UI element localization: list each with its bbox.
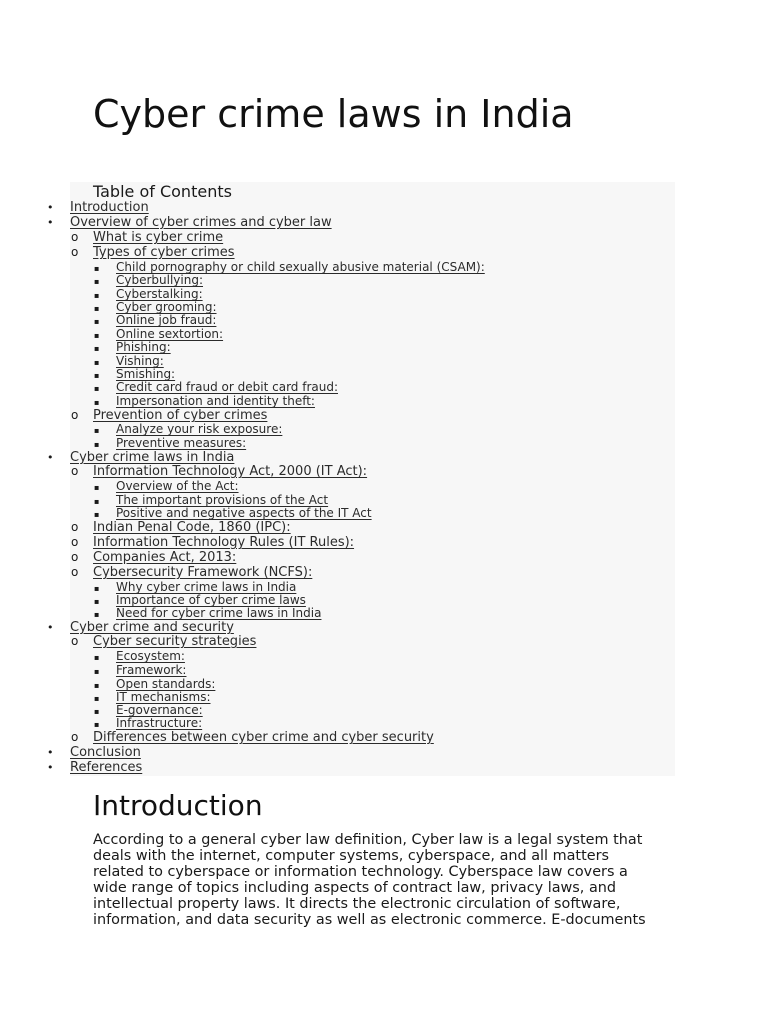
toc-bullet: ▪ [94, 304, 100, 313]
toc-item-level3 [94, 367, 176, 381]
toc-bullet: ▪ [94, 681, 100, 690]
toc-item-level2 [71, 408, 268, 423]
toc-bullet: ▪ [94, 497, 100, 506]
toc-item-level3 [94, 663, 187, 677]
toc-item-level3 [94, 394, 315, 408]
toc-link[interactable]: Cyber crime and security [70, 620, 234, 635]
toc-link[interactable]: Cyber grooming: [116, 300, 217, 314]
toc-bullet: o [71, 520, 79, 534]
toc-item-level2 [71, 634, 257, 649]
toc-bullet: o [71, 408, 79, 422]
paragraph-line: related to cyberspace or information technology. Cyberspace law covers a [93, 864, 628, 880]
toc-bullet: ▪ [94, 398, 100, 407]
toc-link[interactable]: The important provisions of the Act [116, 493, 329, 507]
toc-item-level3 [94, 422, 283, 436]
toc-item-level2 [71, 550, 237, 565]
toc-bullet: ▪ [94, 610, 100, 619]
toc-bullet: o [71, 535, 79, 549]
toc-item-level3 [94, 649, 185, 663]
toc-item-level3 [94, 273, 204, 287]
toc-item-level2 [71, 464, 368, 479]
toc-link[interactable]: Importance of cyber crime laws [116, 593, 306, 607]
paragraph-line: intellectual property laws. It directs the electronic circulation of software, [93, 896, 621, 912]
toc-item-level3 [94, 354, 164, 368]
toc-link[interactable]: Ecosystem: [116, 649, 185, 663]
toc-bullet: ▪ [94, 331, 100, 340]
toc-link[interactable]: Preventive measures: [116, 436, 247, 450]
toc-link[interactable]: Information Technology Rules (IT Rules): [93, 535, 355, 550]
toc-link[interactable]: Information Technology Act, 2000 (IT Act): [93, 464, 368, 479]
toc-bullet: ▪ [94, 584, 100, 593]
toc-item-level3 [94, 479, 239, 493]
toc-item-level1 [47, 620, 234, 635]
toc-bullet: ▪ [94, 384, 100, 393]
toc-bullet: • [47, 201, 54, 214]
toc-link[interactable]: Overview of the Act: [116, 479, 239, 493]
toc-item-level3 [94, 287, 203, 301]
toc-item-level3 [94, 506, 372, 520]
toc-bullet: • [47, 451, 54, 464]
toc-item-level3 [94, 606, 322, 620]
paragraph-line: wide range of topics including aspects of contract law, privacy laws, and [93, 880, 617, 896]
toc-link[interactable]: Impersonation and identity theft: [116, 394, 315, 408]
toc-item-level3 [94, 340, 171, 354]
toc-item-level3 [94, 380, 338, 394]
toc-bullet: o [71, 245, 79, 259]
toc-link[interactable]: Open standards: [116, 677, 216, 691]
toc-link[interactable]: Framework: [116, 663, 187, 677]
toc-heading: Table of Contents [93, 182, 232, 201]
toc-item-level3 [94, 703, 203, 717]
paragraph-line: information, and data security as well as electronic commerce. E-documents [93, 912, 646, 928]
toc-bullet: o [71, 550, 79, 564]
paragraph-line: According to a general cyber law definition, Cyber law is a legal system that [93, 832, 643, 848]
toc-bullet: o [71, 565, 79, 579]
toc-bullet: ▪ [94, 371, 100, 380]
toc-item-level2 [71, 565, 313, 580]
toc-link[interactable]: Cyberstalking: [116, 287, 203, 301]
toc-bullet: ▪ [94, 653, 100, 662]
toc-link[interactable]: Infrastructure: [116, 716, 203, 730]
toc-item-level3 [94, 677, 216, 691]
toc-link[interactable]: Cyberbullying: [116, 273, 204, 287]
introduction-heading: Introduction [93, 789, 263, 822]
toc-bullet: o [71, 634, 79, 648]
toc-bullet: ▪ [94, 707, 100, 716]
toc-link[interactable]: Child pornography or child sexually abusive material (CSAM): [116, 260, 485, 274]
toc-link[interactable]: What is cyber crime [93, 230, 224, 245]
toc-item-level3 [94, 436, 247, 450]
toc-bullet: • [47, 621, 54, 634]
toc-link[interactable]: Phishing: [116, 340, 171, 354]
toc-bullet: o [71, 230, 79, 244]
toc-item-level2 [71, 535, 355, 550]
toc-item-level3 [94, 580, 297, 594]
toc-bullet: ▪ [94, 277, 100, 286]
toc-link[interactable]: Indian Penal Code, 1860 (IPC): [93, 520, 291, 535]
toc-link[interactable]: Prevention of cyber crimes [93, 408, 268, 423]
toc-item-level2 [71, 520, 291, 535]
toc-item-level3 [94, 300, 217, 314]
toc-bullet: ▪ [94, 344, 100, 353]
toc-bullet: ▪ [94, 426, 100, 435]
toc-bullet: ▪ [94, 358, 100, 367]
toc-link[interactable]: Online job fraud: [116, 313, 217, 327]
toc-item-level3 [94, 493, 329, 507]
toc-link[interactable]: Analyze your risk exposure: [116, 422, 283, 436]
toc-bullet: o [71, 464, 79, 478]
toc-item-level1 [47, 215, 332, 230]
toc-link[interactable]: Companies Act, 2013: [93, 550, 237, 565]
toc-bullet: o [71, 730, 79, 744]
toc-link[interactable]: Credit card fraud or debit card fraud: [116, 380, 338, 394]
toc-link[interactable]: References [70, 760, 143, 775]
toc-bullet: ▪ [94, 264, 100, 273]
toc-item-level1 [47, 760, 143, 775]
toc-bullet: ▪ [94, 291, 100, 300]
toc-link[interactable]: Types of cyber crimes [93, 245, 235, 260]
toc-link[interactable]: Vishing: [116, 354, 164, 368]
toc-item-level2 [71, 245, 235, 260]
toc-bullet: ▪ [94, 720, 100, 729]
toc-bullet: ▪ [94, 317, 100, 326]
toc-link[interactable]: Conclusion [70, 745, 141, 760]
toc-item-level3 [94, 313, 217, 327]
toc-link[interactable]: Cyber security strategies [93, 634, 257, 649]
toc-bullet: • [47, 746, 54, 759]
toc-link[interactable]: Online sextortion: [116, 327, 224, 341]
toc-bullet: • [47, 216, 54, 229]
toc-item-level1 [47, 450, 235, 465]
toc-link[interactable]: IT mechanisms: [116, 690, 211, 704]
toc-link[interactable]: Need for cyber crime laws in India [116, 606, 322, 620]
toc-link[interactable]: Positive and negative aspects of the IT Act [116, 506, 372, 520]
toc-item-level1 [47, 745, 141, 760]
toc-item-level3 [94, 260, 485, 274]
toc-link[interactable]: Why cyber crime laws in India [116, 580, 297, 594]
introduction-paragraph [93, 832, 673, 928]
toc-link[interactable]: Overview of cyber crimes and cyber law [70, 215, 332, 230]
toc-link[interactable]: Introduction [70, 200, 149, 215]
toc-link[interactable]: Differences between cyber crime and cyber security [93, 730, 434, 745]
toc-bullet: ▪ [94, 597, 100, 606]
toc-link[interactable]: Smishing: [116, 367, 176, 381]
toc-bullet: ▪ [94, 667, 100, 676]
toc-item-level3 [94, 593, 306, 607]
toc-bullet: ▪ [94, 510, 100, 519]
toc-item-level2 [71, 730, 434, 745]
paragraph-line: deals with the internet, computer systems, cyberspace, and all matters [93, 848, 609, 864]
toc-bullet: • [47, 761, 54, 774]
toc-link[interactable]: E-governance: [116, 703, 203, 717]
toc-bullet: ▪ [94, 440, 100, 449]
toc-link[interactable]: Cyber crime laws in India [70, 450, 235, 465]
page-title: Cyber crime laws in India [93, 92, 574, 136]
toc-item-level3 [94, 716, 203, 730]
toc-item-level2 [71, 230, 224, 245]
toc-bullet: ▪ [94, 694, 100, 703]
toc-link[interactable]: Cybersecurity Framework (NCFS): [93, 565, 313, 580]
toc-item-level3 [94, 327, 224, 341]
toc-item-level3 [94, 690, 211, 704]
toc-item-level1 [47, 200, 149, 215]
toc-bullet: ▪ [94, 483, 100, 492]
